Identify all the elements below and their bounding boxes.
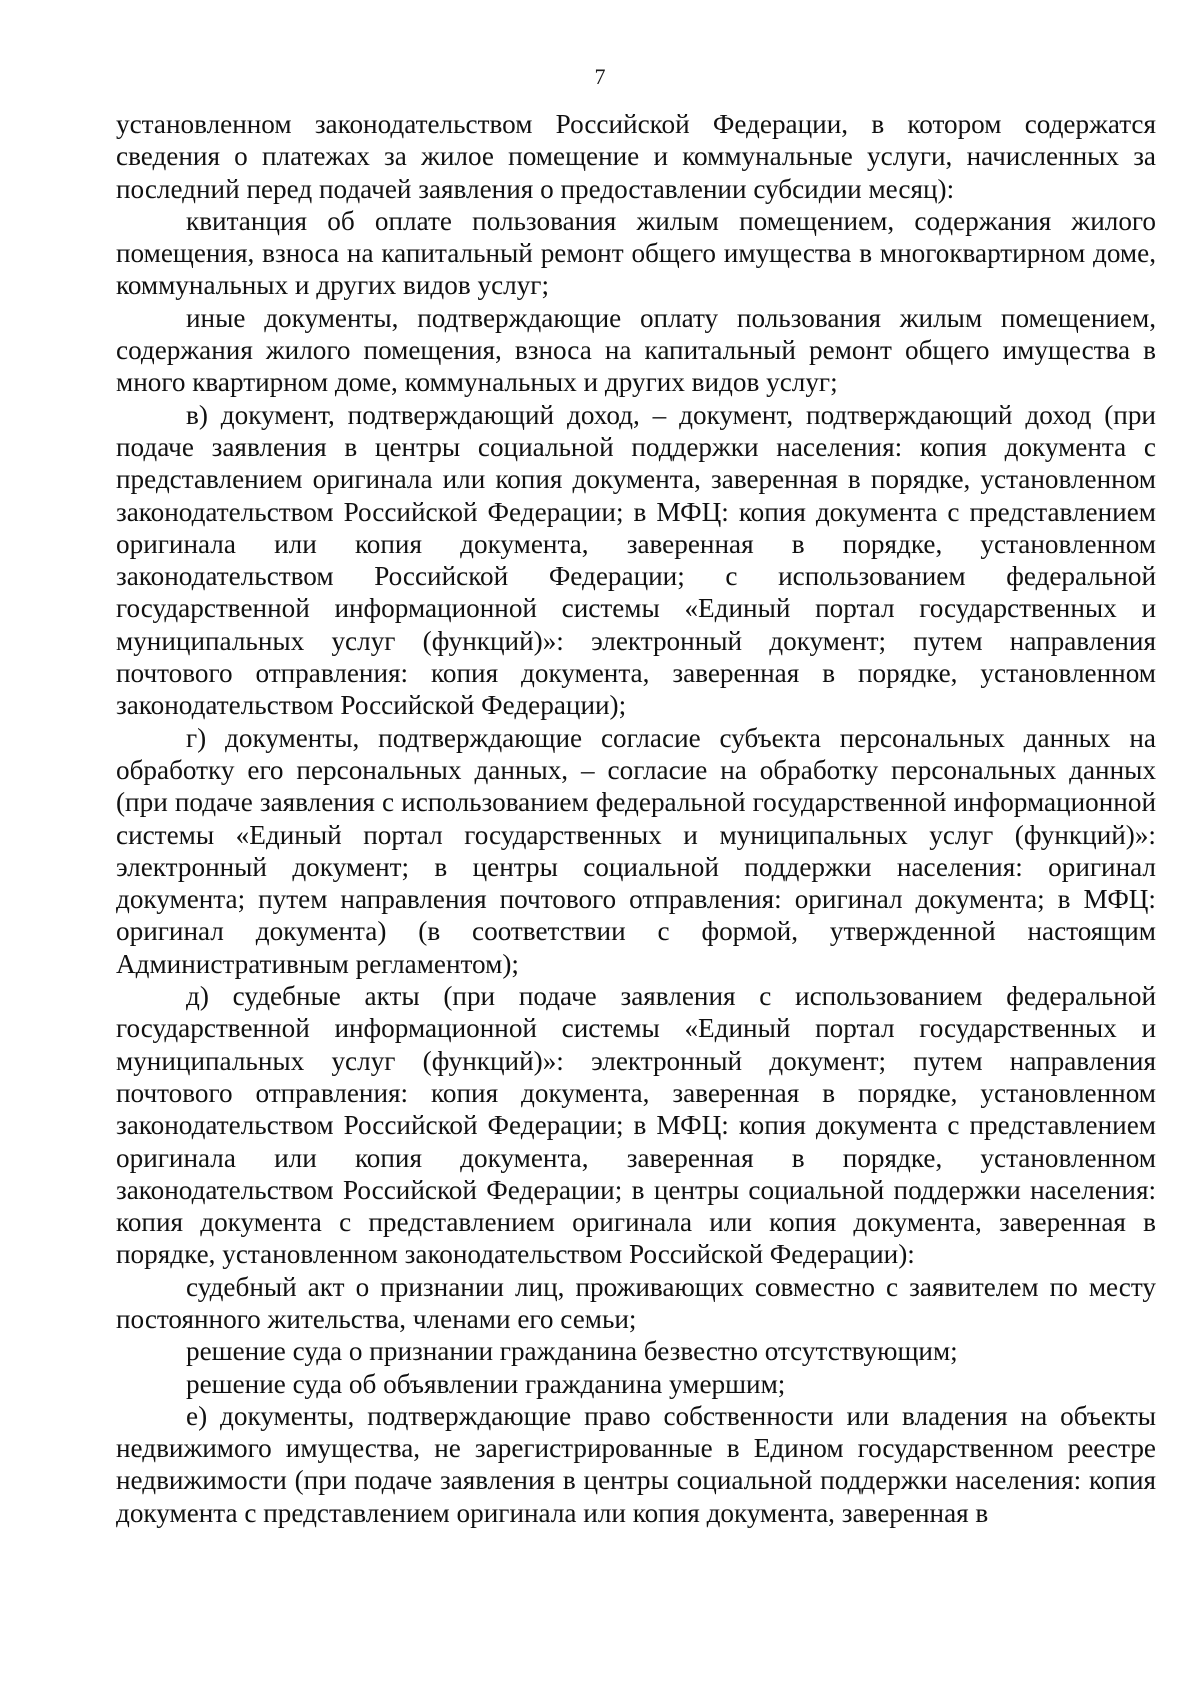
paragraph-item-e-property: е) документы, подтверждающие право собственности или владения на объекты недвижимого имущества, не зарегистрированные в Едином государственном реестре недвижимости (при подаче заявления в центры социальной поддержки населения: копия документа с представлением оригинала или копия документа, заверенная в xyxy=(116,1400,1156,1528)
paragraph-other-payment-docs: иные документы, подтверждающие оплату пользования жилым помещением, содержания жилого помещения, взноса на капитальный ремонт общего имущества в много квартирном доме, коммунальных и других видов услуг; xyxy=(116,302,1156,398)
paragraph-item-d-court-acts: д) судебные акты (при подаче заявления с использованием федеральной государственной информационной системы «Единый портал государственных и муниципальных услуг (функций)»: электронный документ; путем направления почтового отправления: копия документа, заверенная в порядке, установленном законодательством Российской Федерации; в МФЦ: копия документа с представлением оригинала или копия документа, заверенная в порядке, установленном законодательством Российской Федерации; в центры социальной поддержки населения: копия документа с представлением оригинала или копия документа, заверенная в порядке, установленном законодательством Российской Федерации): xyxy=(116,981,1156,1270)
paragraph-court-act-family: судебный акт о признании лиц, проживающих совместно с заявителем по месту постоянного жительства, членами его семьи; xyxy=(116,1271,1156,1334)
document-body xyxy=(116,108,1156,1529)
paragraph-item-v-income: в) документ, подтверждающий доход, – документ, подтверждающий доход (при подаче заявления в центры социальной поддержки населения: копия документа с представлением оригинала или копия документа, заверенная в порядке, установленном законодательством Российской Федерации; в МФЦ: копия документа с представлением оригинала или копия документа, заверенная в порядке, установленном законодательством Российской Федерации; с использованием федеральной государственной информационной системы «Единый портал государственных и муниципальных услуг (функций)»: электронный документ; путем направления почтового отправления: копия документа, заверенная в порядке, установленном законодательством Российской Федерации); xyxy=(116,399,1156,721)
paragraph-court-missing: решение суда о признании гражданина безвестно отсутствующим; xyxy=(186,1336,958,1367)
paragraph-continuation: установленном законодательством Российской Федерации, в котором содержатся сведения о платежах за жилое помещение и коммунальные услуги, начисленных за последний перед подачей заявления о предоставлении субсидии месяц): xyxy=(116,109,1156,204)
page-number: 7 xyxy=(594,64,606,89)
paragraph-court-deceased: решение суда об объявлении гражданина умершим; xyxy=(186,1368,786,1399)
paragraph-receipt-item: квитанция об оплате пользования жилым помещением, содержания жилого помещения, взноса на капитальный ремонт общего имущества в многоквартирном доме, коммунальных и других видов услуг; xyxy=(116,205,1156,301)
paragraph-item-g-consent: г) документы, подтверждающие согласие субъекта персональных данных на обработку его персональных данных, – согласие на обработку персональных данных (при подаче заявления с использованием федеральной государственной информационной системы «Единый портал государственных и муниципальных услуг (функций)»: электронный документ; в центры социальной поддержки населения: оригинал документа; путем направления почтового отправления: оригинал документа; в МФЦ: оригинал документа) (в соответствии с формой, утвержденной настоящим Административным регламентом); xyxy=(116,722,1156,979)
